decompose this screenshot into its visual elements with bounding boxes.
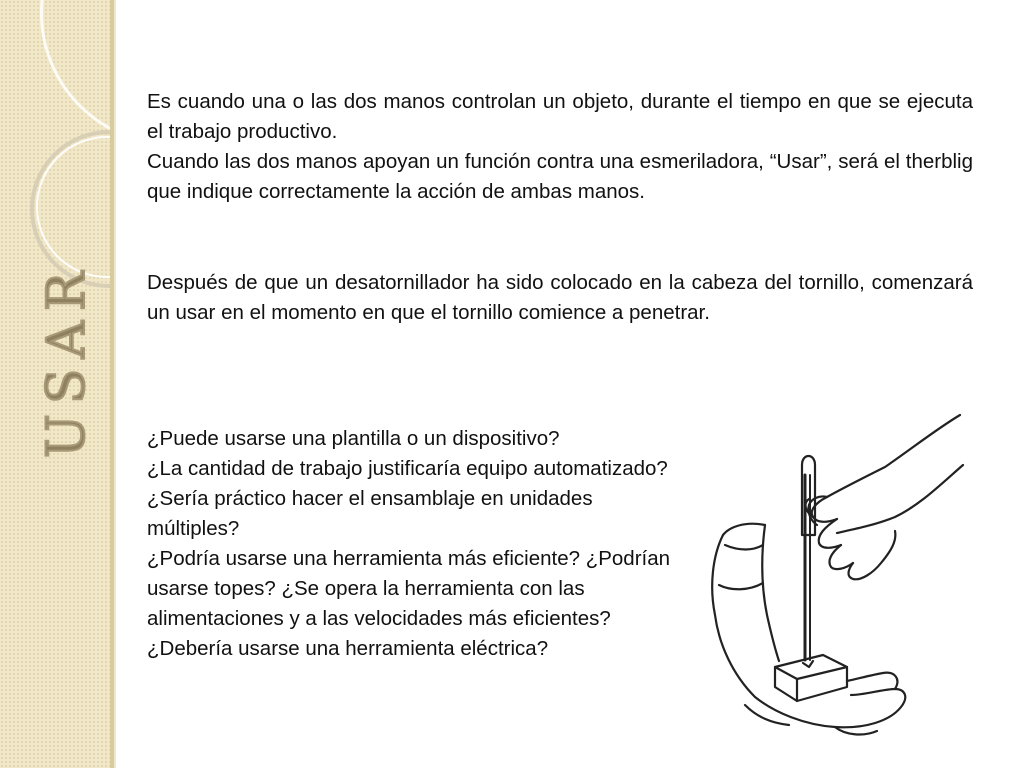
screwdriver-paragraph [147,268,973,328]
hands-screwdriver-illustration [705,405,970,745]
definition-paragraph [147,87,973,207]
question-item: ¿Podría usarse una herramienta más eficiente? ¿Podrían usarse topes? ¿Se opera la herramienta con las alimentaciones y a las velocidades más eficientes? ¿Debería usarse una herramienta eléctrica? [147,547,671,660]
slide-title: USAR [37,261,97,458]
question-item: ¿Sería práctico hacer el ensamblaje en unidades múltiples? [147,487,593,540]
question-item: ¿Puede usarse una plantilla o un dispositivo? [147,427,560,450]
definition-text: Es cuando una o las dos manos controlan un objeto, durante el tiempo en que se ejecuta el trabajo productivo. [147,90,973,143]
questions-list [147,424,687,664]
grinder-example-text: Cuando las dos manos apoyan un función contra una esmeriladora, “Usar”, será el therblig que indique correctamente la acción de ambas manos. [147,150,973,203]
question-item: ¿La cantidad de trabajo justificaría equipo automatizado? [147,457,668,480]
sidebar-divider [114,0,116,768]
screwdriver-example-text: Después de que un desatornillador ha sido colocado en la cabeza del tornillo, comenzará un usar en el momento en que el tornillo comience a penetrar. [147,271,973,324]
